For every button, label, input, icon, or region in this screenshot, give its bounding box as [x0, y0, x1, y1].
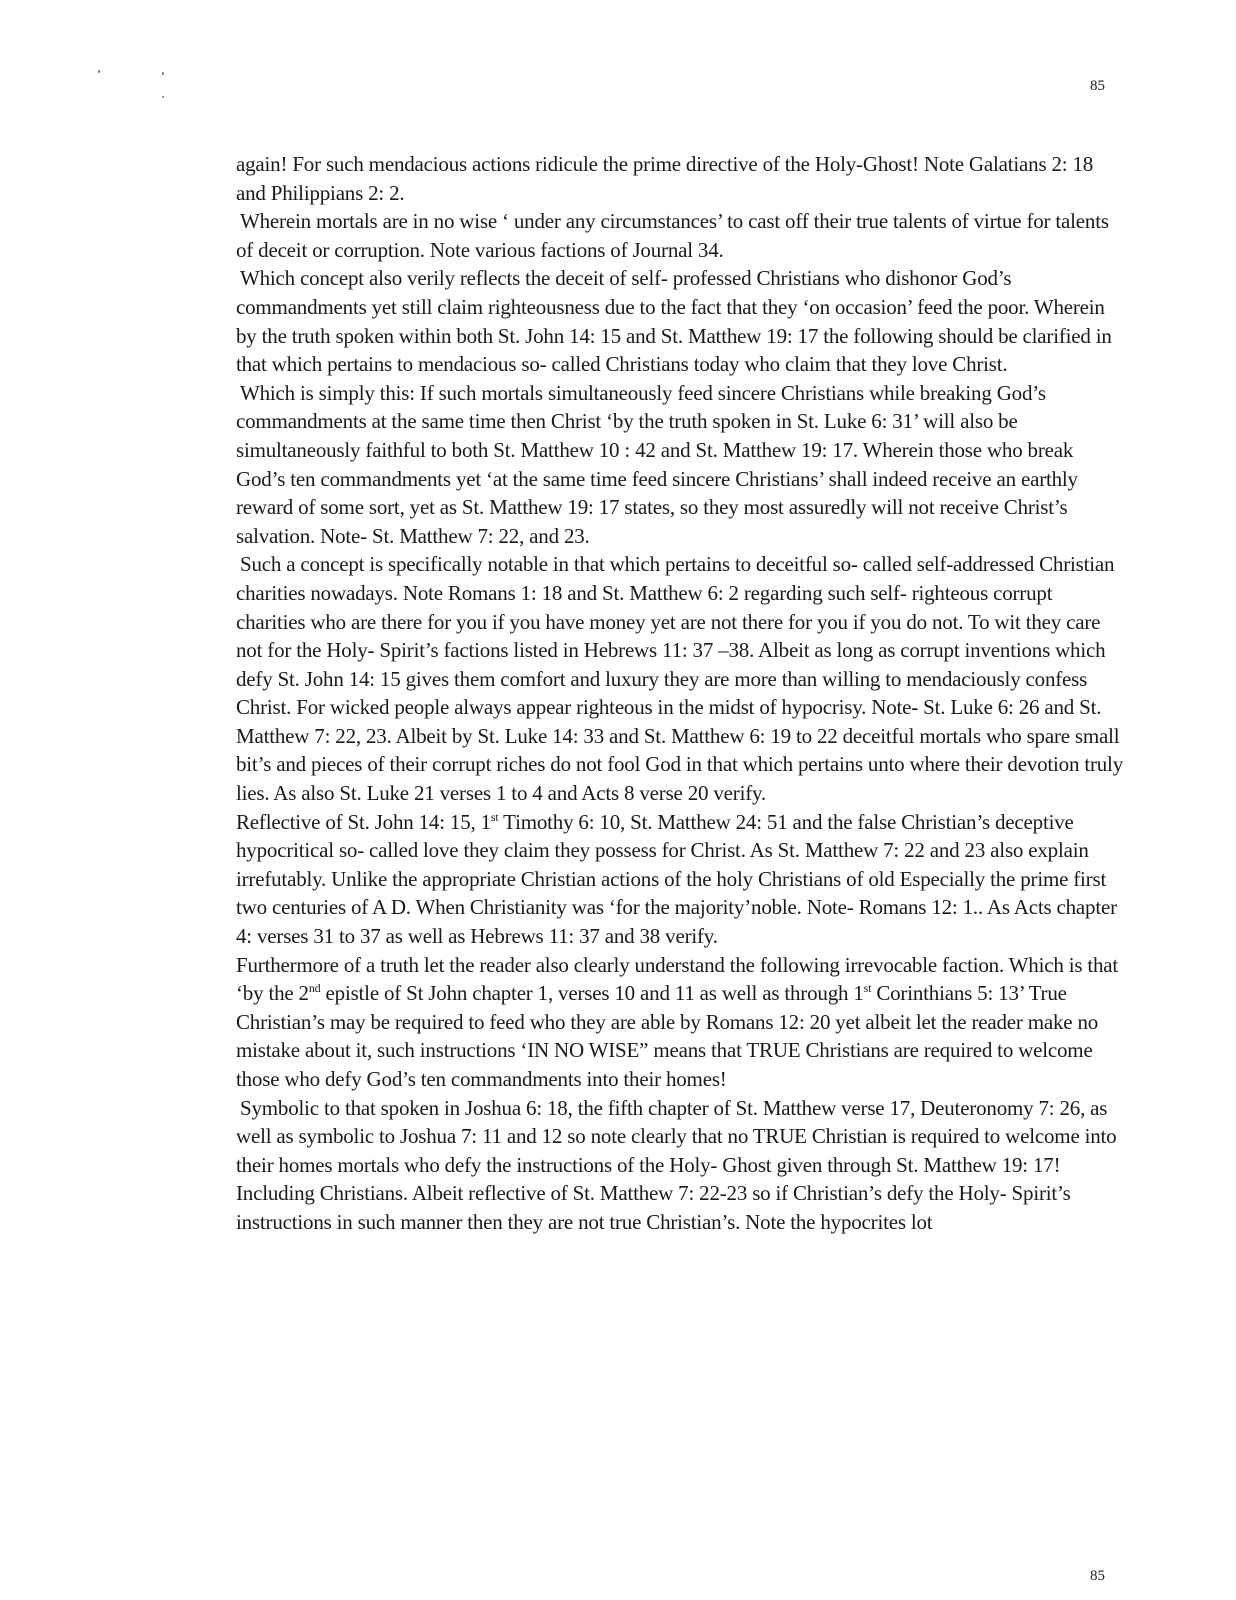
paragraph-3: Which concept also verily reflects the deceit of self- professed Christians who dishonor God’s commandments yet still claim righteousness due to the fact that they ‘on occasion’ feed the poor. Wherein by the truth spoken within both St. John 14: 15 and St. Matthew 19: 17 the following should be clarified in that which pertains to mendacious so- called Christians today who claim that they love Christ.: [236, 266, 1112, 377]
paragraph-5: Such a concept is specifically notable in that which pertains to deceitful so- called self-addressed Christian charities nowadays. Note Romans 1: 18 and St. Matthew 6: 2 regarding such self- righteous corrupt charities who are there for you if you have money yet are not there for you if you do not. To wit they care not for the Holy- Spirit’s factions listed in Hebrews 11: 37 –38. Albeit as long as corrupt inventions which defy St. John 14: 15 gives them comfort and luxury they are more than willing to mendaciously confess Christ. For wicked people always appear righteous in the midst of hypocrisy. Note- St. Luke 6: 26 and St. Matthew 7: 22, 23. Albeit by St. Luke 14: 33 and St. Matthew 6: 19 to 22 deceitful mortals who spare small bit’s and pieces of their corrupt riches do not fool God in that which pertains unto where their devotion truly lies. As also St. Luke 21 verses 1 to 4 and Acts 8 verse 20 verify.: [236, 552, 1123, 806]
paragraph-1: again! For such mendacious actions ridicule the prime directive of the Holy-Ghost! Note Galatians 2: 18 and Philippians 2: 2.: [236, 152, 1094, 205]
paragraph-7-part-c: Corinthians 5: 13’ True Christian’s may be required to feed who they are able by Romans 12: 20 yet albeit let the reader make no mistake about it, such instructions ‘IN NO WISE” means that TRUE Christians are required to welcome those who defy God’s ten commandments into their homes!: [236, 981, 1099, 1091]
ordinal-suffix: st: [490, 809, 499, 824]
paragraph-6-part-b: Timothy 6: 10, St. Matthew 24: 51 and the false Christian’s deceptive hypocritical so- called love they claim they possess for Christ. As St. Matthew 7: 22 and 23 also explain irrefutably. Unlike the appropriate Christian actions of the holy Christians of old Especially the prime first two centuries of A D. When Christianity was ‘for the majority’noble. Note- Romans 12: 1.. As Acts chapter 4: verses 31 to 37 as well as Hebrews 11: 37 and 38 verify.: [236, 809, 1117, 949]
document-body: [236, 150, 1126, 1237]
paragraph-7-part-a: Furthermore of a truth let the reader also clearly understand the following irrevocable faction. Which is that ‘by the 2: [236, 952, 1119, 1006]
page-number-bottom: 85: [1090, 1568, 1105, 1584]
paragraph-7: [236, 951, 1126, 1094]
paragraph-6-part-a: Reflective of St. John 14: 15, 1: [236, 809, 491, 834]
scan-speck: [162, 72, 164, 75]
paragraph-2: Wherein mortals are in no wise ‘ under any circumstances’ to cast off their true talents of virtue for talents of deceit or corruption. Note various factions of Journal 34.: [236, 209, 1109, 262]
ordinal-suffix: st: [863, 981, 872, 996]
scan-speck: [98, 70, 100, 73]
paragraph-7-part-b: epistle of St John chapter 1, verses 10 and 11 as well as through 1: [320, 981, 864, 1006]
paragraph-6: [236, 808, 1126, 951]
paragraph-4: Which is simply this: If such mortals simultaneously feed sincere Christians while breaking God’s commandments at the same time then Christ ‘by the truth spoken in St. Luke 6: 31’ will also be simultaneously faithful to both St. Matthew 10 : 42 and St. Matthew 19: 17. Wherein those who break God’s ten commandments yet ‘at the same time feed sincere Christians’ shall indeed receive an earthly reward of some sort, yet as St. Matthew 19: 17 states, so they most assuredly will not receive Christ’s salvation. Note- St. Matthew 7: 22, and 23.: [236, 380, 1078, 548]
paragraph-8: Symbolic to that spoken in Joshua 6: 18, the fifth chapter of St. Matthew verse 17, Deuteronomy 7: 26, as well as symbolic to Joshua 7: 11 and 12 so note clearly that no TRUE Christian is required to welcome into their homes mortals who defy the instructions of the Holy- Ghost given through St. Matthew 19: 17! Including Christians. Albeit reflective of St. Matthew 7: 22-23 so if Christian’s defy the Holy- Spirit’s instructions in such manner then they are not true Christian’s. Note the hypocrites lot: [236, 1095, 1117, 1234]
scan-speck: [162, 96, 164, 98]
page-number-top: 85: [1090, 78, 1105, 94]
ordinal-suffix: nd: [308, 981, 321, 996]
